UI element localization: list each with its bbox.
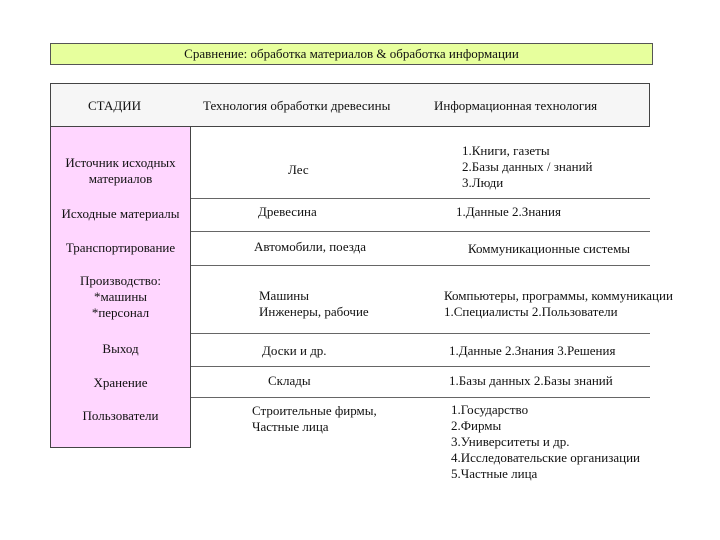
row-2-wood: Древесина [258, 204, 317, 219]
row-divider [191, 366, 650, 367]
header-wood-technology: Технология обработки древесины [203, 98, 391, 113]
table-header [50, 83, 650, 127]
row-3-stage: Транспортирование [65, 240, 176, 255]
row-4-wood: Машины Инженеры, рабочие [259, 288, 369, 319]
row-3-wood: Автомобили, поезда [254, 239, 367, 254]
row-6-info: 1.Базы данных 2.Базы знаний [449, 373, 613, 388]
row-divider [191, 265, 650, 266]
row-5-stage: Выход [102, 341, 139, 356]
header-info-technology: Информационная технология [434, 98, 598, 113]
table-title: Сравнение: обработка материалов & обработка информации [50, 43, 653, 65]
row-6-stage: Хранение [93, 375, 148, 390]
row-2-info: 1.Данные 2.Знания [456, 204, 561, 219]
row-5-wood: Доски и др. [262, 343, 327, 358]
row-1-stage: Источник исходных материалов [65, 155, 176, 186]
header-stages: СТАДИИ [88, 98, 141, 113]
row-3-info: Коммуникационные системы [468, 241, 631, 256]
row-7-info: 1.Государство 2.Фирмы 3.Университеты и др. 4.Исследовательские организации 5.Частные лица [451, 402, 641, 481]
row-divider [191, 397, 650, 398]
row-6-wood: Склады [268, 373, 311, 388]
row-5-info: 1.Данные 2.Знания 3.Решения [449, 343, 616, 358]
row-divider [191, 231, 650, 232]
row-divider [191, 198, 650, 199]
row-1-wood: Лес [288, 162, 309, 177]
row-1-info: 1.Книги, газеты 2.Базы данных / знаний 3.Люди [462, 143, 593, 190]
row-7-wood: Строительные фирмы, Частные лица [252, 403, 377, 434]
row-2-stage: Исходные материалы [61, 206, 180, 221]
row-4-info: Компьютеры, программы, коммуникации 1.Специалисты 2.Пользователи [444, 288, 673, 319]
row-divider [191, 333, 650, 334]
row-7-stage: Пользователи [82, 408, 159, 423]
row-4-stage: Производство: *машины *персонал [80, 273, 161, 320]
